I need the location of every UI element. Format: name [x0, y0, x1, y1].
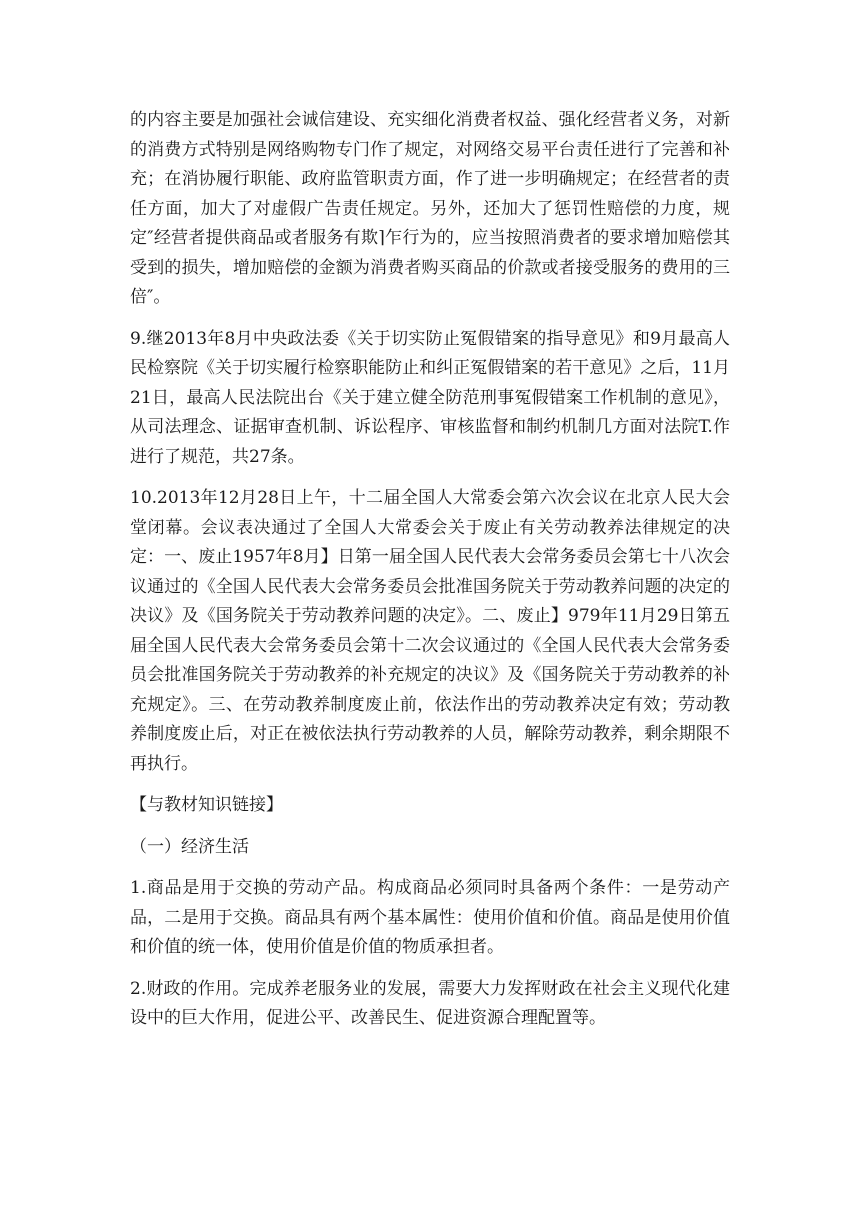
paragraph-item-10: 10.2013年12月28日上午，十二届全国人大常委会第六次会议在北京人民大会堂闭幕。会议表决通过了全国人大常委会关于废止有关劳动教养法律规定的决定：一、废止1957年8月】日第一届全国人民代表大会常务委员会第七十八次会议通过的《全国人民代表大会常务委员会批准国务院关于劳动教养问题的决定的决议》及《国务院关于劳动教养问题的决定》。二、废止】979年11月29日第五届全国人民代表大会常务委员会第十二次会议通过的《全国人民代表大会常务委员会批准国务院关于劳动教养的补充规定的决议》及《国务院关于劳动教养的补充规定》。三、在劳动教养制度废止前，依法作出的劳动教养决定有效；劳动教养制度废止后，对正在被依法执行劳动教养的人员，解除劳动教养，剩余期限不再执行。: [130, 488, 730, 774]
sub-heading-economic-life: （一）经济生活: [130, 836, 249, 857]
paragraph-item-9: 9.继2013年8月中央政法委《关于切实防止冤假错案的指导意见》和9月最高人民检察院《关于切实履行检察职能防止和纠正冤假错案的若干意见》之后，11月21日，最高人民法院出台《关于建立健全防范刑事冤假错案工作机制的意见》，从司法理念、证据审查机制、诉讼程序、审核监督和制约机制几方面对法院T.作进行了规范，共27条。: [130, 328, 730, 467]
document-page: [130, 106, 730, 1046]
paragraph-consumer-law: 的内容主要是加强社会诚信建设、充实细化消费者权益、强化经营者义务，对新的消费方式特别是网络购物专门作了规定，对网络交易平台责任进行了完善和补充；在消协履行职能、政府监管职责方面，作了进一步明确规定；在经营者的责任方面，加大了对虚假广告责任规定。另外，还加大了惩罚性赔偿的力度，规定″经营者提供商品或者服务有欺⌉乍行为的，应当按照消费者的要求增加赔偿其受到的损失，增加赔偿的金额为消费者购买商品的价款或者接受服务的费用的三倍″。: [130, 110, 730, 307]
paragraph-point-2: 2.财政的作用。完成养老服务业的发展，需要大力发挥财政在社会主义现代化建设中的巨大作用，促进公平、改善民生、促进资源合理配置等。: [130, 978, 730, 1028]
paragraph-point-1: 1.商品是用于交换的劳动产品。构成商品必须同时具备两个条件：一是劳动产品，二是用于交换。商品具有两个基本属性：使用价值和价值。商品是使用价值和价值的统一体，使用价值是价值的物质承担者。: [130, 878, 730, 957]
section-heading: 【与教材知识链接】: [130, 795, 283, 815]
